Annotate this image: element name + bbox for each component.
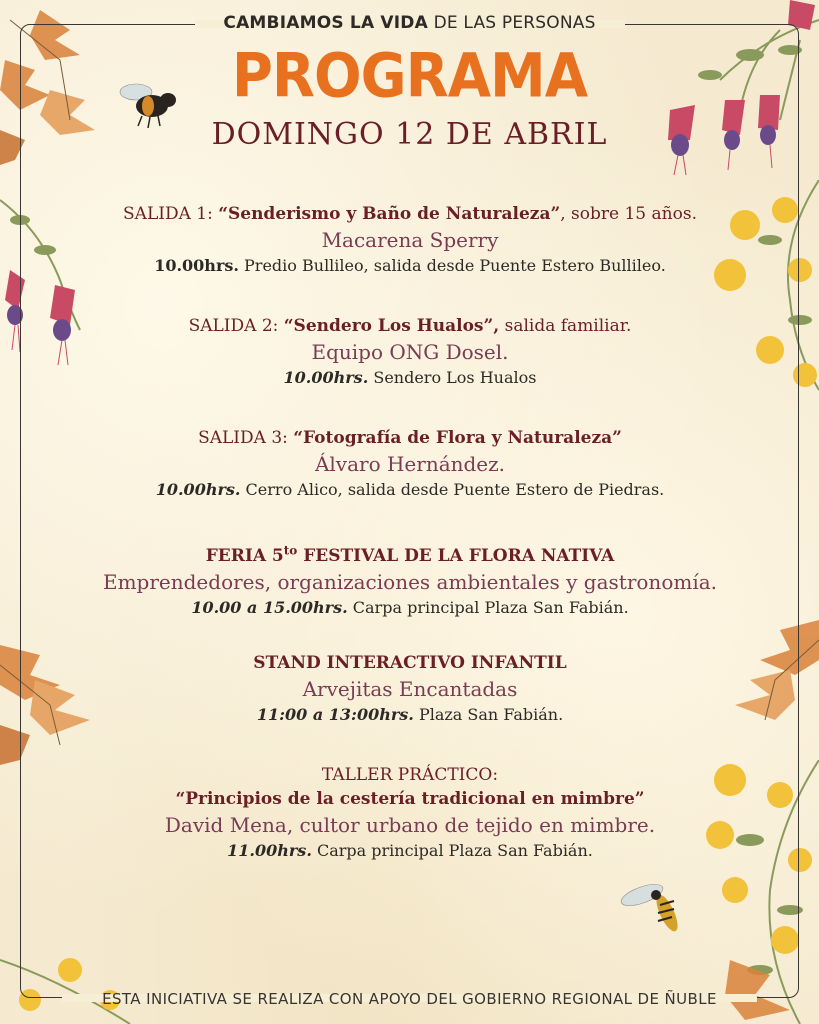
event-heading [60, 426, 760, 450]
event-place: Carpa principal Plaza San Fabián. [311, 841, 593, 860]
event-place: Sendero Los Hualos [368, 368, 537, 387]
event-title-rest: FESTIVAL DE LA FLORA NATIVA [297, 545, 615, 566]
event-time: 10.00hrs. [283, 368, 369, 387]
event-title: FERIA 5 [205, 545, 284, 566]
event-schedule [60, 596, 760, 620]
event-salida-1 [60, 202, 760, 278]
event-schedule [60, 254, 760, 278]
event-host: Arvejitas Encantadas [302, 677, 518, 701]
event-suffix: , sobre 15 años. [560, 204, 697, 224]
event-schedule [60, 703, 760, 727]
event-prefix: SALIDA 3: [198, 428, 294, 448]
event-time: 11.00hrs. [227, 841, 312, 860]
event-host: Álvaro Hernández. [314, 452, 506, 476]
event-name-line [60, 787, 760, 811]
event-title: STAND INTERACTIVO INFANTIL [253, 653, 567, 673]
event-prefix: SALIDA 1: [123, 204, 219, 224]
event-schedule [60, 839, 760, 863]
event-date: DOMINGO 12 DE ABRIL [211, 117, 608, 152]
event-name: “Senderismo y Baño de Naturaleza” [218, 204, 561, 224]
event-host: Equipo ONG Dosel. [311, 340, 509, 364]
event-schedule [60, 366, 760, 390]
event-place: Predio Bullileo, salida desde Puente Estero Bullileo. [238, 256, 666, 275]
event-time: 10.00hrs. [155, 480, 241, 499]
event-name: “Fotografía de Flora y Naturaleza” [293, 428, 622, 448]
event-heading [60, 763, 760, 787]
event-name: “Sendero Los Hualos”, [283, 316, 500, 336]
event-time: 10.00 a 15.00hrs. [191, 597, 348, 617]
tagline-rest: DE LAS PERSONAS [427, 13, 596, 33]
event-place: Plaza San Fabián. [413, 705, 564, 724]
event-time: 10.00hrs. [154, 256, 239, 275]
event-title-sup: to [283, 543, 298, 557]
event-heading [60, 314, 760, 338]
event-host: Emprendedores, organizaciones ambientales y gastronomía. [102, 569, 717, 594]
event-host: David Mena, cultor urbano de tejido en mimbre. [164, 813, 656, 837]
event-schedule [60, 478, 760, 502]
event-prefix: SALIDA 2: [188, 316, 284, 336]
event-host: Macarena Sperry [321, 228, 499, 252]
event-place: Cerro Alico, salida desde Puente Estero de Piedras. [240, 480, 665, 499]
event-place: Carpa principal Plaza San Fabián. [347, 597, 629, 617]
event-taller [60, 763, 760, 863]
event-heading [60, 538, 760, 568]
event-salida-2 [60, 314, 760, 390]
event-stand [60, 651, 760, 727]
event-suffix: salida familiar. [499, 316, 632, 336]
event-time: 11:00 a 13:00hrs. [256, 705, 414, 724]
event-heading [60, 651, 760, 675]
event-name: “Principios de la cestería tradicional en mimbre” [175, 789, 645, 809]
event-salida-3 [60, 426, 760, 502]
event-heading [60, 202, 760, 226]
event-feria [60, 538, 760, 620]
page-title: PROGRAMA [231, 41, 588, 112]
tagline [0, 13, 819, 33]
event-title: TALLER PRÁCTICO: [321, 765, 499, 785]
tagline-bold: CAMBIAMOS LA VIDA [223, 13, 428, 33]
footer-credit: ESTA INICIATIVA SE REALIZA CON APOYO DEL GOBIERNO REGIONAL DE ÑUBLE [102, 990, 717, 1008]
